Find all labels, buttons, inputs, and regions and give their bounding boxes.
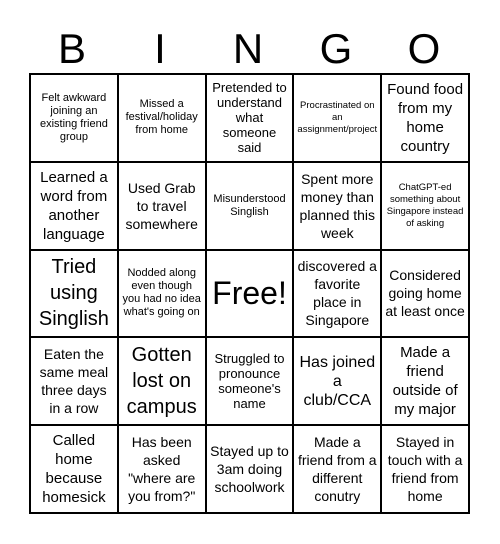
bingo-cell[interactable] — [293, 162, 381, 250]
bingo-cell[interactable] — [30, 337, 118, 425]
cell-text: Made a friend outside of my major — [392, 344, 458, 419]
cell-text: Has joined a club/CCA — [299, 353, 376, 409]
bingo-cell[interactable] — [30, 162, 118, 250]
bingo-header — [29, 25, 470, 73]
cell-text: Used Grab to travel somewhere — [125, 179, 198, 232]
bingo-cell[interactable] — [381, 250, 469, 338]
cell-text: Learned a word from another language — [40, 168, 108, 243]
bingo-cell[interactable] — [118, 337, 206, 425]
cell-text: Struggled to pronounce someone's name — [214, 351, 285, 412]
cell-text: Pretended to understand what someone said — [212, 80, 287, 156]
header-letter-b: B — [57, 25, 88, 72]
cell-text: Considered going home at least once — [385, 267, 465, 320]
bingo-cell[interactable] — [118, 425, 206, 513]
bingo-cell[interactable] — [118, 250, 206, 338]
bingo-cell[interactable] — [381, 74, 469, 162]
cell-text: discovered a favorite place in Singapore — [297, 258, 377, 329]
bingo-grid — [29, 73, 470, 514]
cell-text: Missed a festival/holiday from home — [125, 98, 198, 137]
cell-text: ChatGPT-ed something about Singapore instead of asking — [386, 181, 464, 229]
header-letter-i: I — [154, 25, 168, 72]
bingo-cell[interactable] — [30, 74, 118, 162]
bingo-cell[interactable] — [293, 425, 381, 513]
cell-text: Misunderstood Singlish — [213, 192, 286, 218]
header-letter-g: G — [319, 25, 355, 72]
cell-text: Eaten the same meal three days in a row — [39, 346, 109, 417]
header-letter-n: N — [232, 25, 266, 72]
cell-text: Made a friend from a different conutry — [297, 434, 377, 505]
header-letter-o: O — [407, 25, 443, 72]
cell-text: Called home because homesick — [42, 432, 106, 507]
cell-text: Tried using Singlish — [38, 256, 109, 331]
bingo-cell[interactable] — [206, 162, 294, 250]
bingo-cell[interactable] — [30, 250, 118, 338]
cell-text: Felt awkward joining an existing friend group — [39, 91, 108, 143]
bingo-cell[interactable] — [381, 337, 469, 425]
cell-text: Nodded along even though you had no idea what's going on — [122, 267, 201, 319]
bingo-cell[interactable] — [293, 337, 381, 425]
cell-text: Has been asked "where are you from?" — [128, 434, 196, 505]
bingo-cell[interactable] — [118, 74, 206, 162]
bingo-cell[interactable] — [206, 337, 294, 425]
cell-text: Stayed up to 3am doing schoolwork — [210, 443, 289, 496]
cell-text: Gotten lost on campus — [126, 344, 197, 419]
bingo-cell[interactable] — [30, 425, 118, 513]
bingo-cell[interactable] — [118, 162, 206, 250]
cell-text: Procrastinated on an assignment/project — [297, 99, 378, 135]
bingo-cell[interactable] — [381, 162, 469, 250]
free-space-label: Free! — [212, 275, 287, 312]
cell-text: Stayed in touch with a friend from home — [387, 434, 463, 505]
cell-text: Spent more money than planned this week — [299, 170, 376, 241]
free-space[interactable] — [206, 250, 294, 338]
bingo-cell[interactable] — [206, 425, 294, 513]
bingo-cell[interactable] — [381, 425, 469, 513]
cell-text: Found food from my home country — [387, 80, 464, 155]
bingo-cell[interactable] — [293, 74, 381, 162]
bingo-cell[interactable] — [293, 250, 381, 338]
bingo-cell[interactable] — [206, 74, 294, 162]
